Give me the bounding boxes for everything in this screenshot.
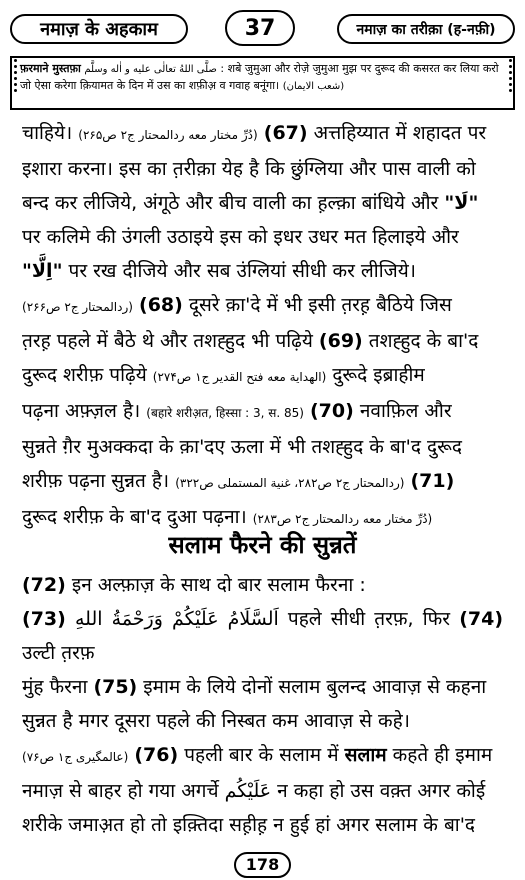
text-line: इशारा करना। इस का त़रीक़ा येह है कि छुंग्लिया और पास वाली को <box>22 158 476 180</box>
citation: (बहारे शरीअ़त, हिस्सा : 3, स. 85) <box>146 406 304 420</box>
quote-text: : शबे जुमुआ और रोज़े जुमुआ मुझ पर दुरूद की कसरत कर लिया करो जो ऐसा करेगा क़ियामत के दिन में उस का शफ़ीअ़ व गवाह बनूंगा। <box>20 62 499 92</box>
citation: (عالمگیری ج۱ ص۷۶) <box>22 750 129 764</box>
item-number: (76) <box>134 744 179 766</box>
hadith-box <box>10 56 515 110</box>
text-line: पर कलिमे की उंगली उठाइये इस को इधर उधर मत हिलाइये और <box>22 226 459 248</box>
text-line: बन्द कर लीजिये, अंगूठे और बीच वाली का ह़ल्क़ा बांधिये और "لَا" <box>22 192 479 214</box>
citation: (دُرِّ مختار معه ردالمحتار ج۲ ص۲۶۵) <box>78 128 258 142</box>
item-number: (74) <box>459 608 504 630</box>
text-line: नमाज़ से बाहर हो गया अगर्चे عَلَيْكُم न कहा हो उस वक़्त अगर कोई <box>22 780 486 802</box>
text-line: (ردالمحتار ج۲ ص۲۶۶) (68) दूसरे क़ा'दे में भी इसी त़रह़ बैठिये जिस <box>22 294 452 316</box>
quote-source: (شعب الایمان) <box>282 81 345 92</box>
item-number: (71) <box>410 470 455 492</box>
text-line: दुरूद शरीफ़ पढ़िये (الهداية معه فتح القدير ج۱ ص۲۷۴) दुरूदे इब्राहीम <box>22 364 425 386</box>
text-line: शरीफ़ पढ़ना सुन्नत है। (ردالمحتار ج۲ ص۲۸۲، غنية المستملى ص۳۲۲) (71) <box>22 470 455 492</box>
item-number: (69) <box>318 330 363 352</box>
text-line: "اِلَّا" पर रख दीजिये और सब उंग्लियां सीधी कर लीजिये। <box>22 260 416 282</box>
text-line: त़रह़ पहले में बैठे थे और तशह्हुद भी पढ़िये (69) तशह्हुद के बा'द <box>22 330 479 352</box>
page-number: 178 <box>234 852 291 878</box>
text-line: सुन्नते ग़ैर मुअक्कदा के क़ा'दए ऊला में भी तशह्हुद के बा'द दुरूद <box>22 436 462 458</box>
text-line: सुन्नत है मगर दूसरा पहले की निस्बत कम आवाज़ से कहे। <box>22 710 410 732</box>
book-title: नमाज़ के अहकाम <box>10 14 188 44</box>
item-number: (67) <box>263 122 308 144</box>
text-line: शरीके जमाअ़त हो तो इक़्तिदा सह़ीह़ न हुई हां अगर सलाम के बा'द <box>22 814 476 836</box>
body-text <box>22 116 503 536</box>
text-line: (72) इन अल्फ़ाज़ के साथ दो बार सलाम फैरना : <box>22 574 366 596</box>
quote-honorific: صلَّى اللهُ تعالٰى عليه و اٰله وسلَّم <box>84 64 217 75</box>
right-dotted-border <box>505 56 515 110</box>
citation: (دُرِّ مختار معه ردالمحتار ج۲ ص۲۸۳) <box>252 512 433 526</box>
chapter-title: नमाज़ का तरीक़ा (ह-नफ़ी) <box>337 14 515 44</box>
arabic-word: "لَا" <box>444 192 479 214</box>
text-line: मुंह फैरना (75) इमाम के लिये दोनों सलाम बुलन्द आवाज़ से कहना <box>22 676 487 698</box>
item-number: (73) <box>22 608 66 630</box>
section-heading: सलाम फैरने की सुन्नतें <box>168 531 357 559</box>
chapter-number: 37 <box>225 10 295 46</box>
item-number: (68) <box>139 294 183 316</box>
item-number: (70) <box>310 400 354 422</box>
text-line: पढ़ना अफ़्ज़ल है। (बहारे शरीअ़त, हिस्सा : 3, स. 85) (70) नवाफ़िल और <box>22 400 452 422</box>
page-header <box>10 8 515 50</box>
citation: (ردالمحتار ج۲ ص۲۸۲، غنية المستملى ص۳۲۲) <box>175 476 405 490</box>
arabic-word: عَلَيْكُم <box>224 780 272 802</box>
item-number: (75) <box>93 676 138 698</box>
text-line: दुरूद शरीफ़ के बा'द दुआ पढ़ना। (دُرِّ مختار معه ردالمحتار ج۲ ص۲۸۳) <box>22 506 433 528</box>
text-line: (عالمگیری ج۱ ص۷۶) (76) पहली बार के सलाम में सलाम कहते ही इमाम <box>22 744 493 766</box>
arabic-phrase: اَلسَّلَامُ عَلَيْكُمْ وَرَحْمَةُ اللهِ <box>74 608 279 630</box>
arabic-word: "اِلَّا" <box>22 260 63 282</box>
quote-label: फ़रमाने मुस्तफ़ा <box>20 62 81 75</box>
section-body-text <box>22 568 503 842</box>
text-line: اَلسَّلَامُ عَلَيْكُمْ وَرَحْمَةُ اللهِ (73) पहले सीधी त़रफ़, फिर (74) उल्टी त़रफ़ <box>22 608 504 664</box>
citation: (ردالمحتار ج۲ ص۲۶۶) <box>22 300 133 314</box>
page-footer <box>0 852 525 878</box>
item-number: (72) <box>22 574 66 596</box>
bold-word: सलाम <box>344 744 387 766</box>
citation: (الهداية معه فتح القدير ج۱ ص۲۷۴) <box>152 370 327 384</box>
text-line: चाहिये। (دُرِّ مختار معه ردالمحتار ج۲ ص۲۶۵) (67) अत्तहिय्यात में शहादत पर <box>22 122 487 144</box>
